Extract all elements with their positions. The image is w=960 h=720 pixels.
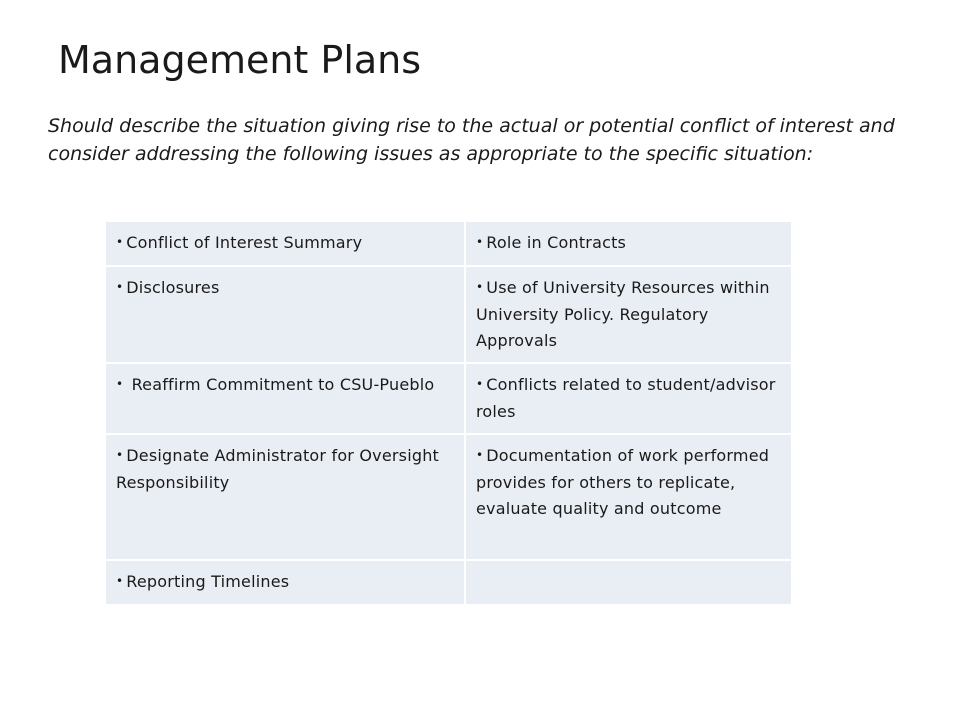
table-row xyxy=(105,266,792,363)
bullet-icon: • xyxy=(476,280,484,294)
slide-title: Management Plans xyxy=(58,38,422,82)
table-cell xyxy=(105,266,465,363)
cell-text: Conflict of Interest Summary xyxy=(126,233,363,252)
cell-text: Disclosures xyxy=(126,278,220,297)
table-cell xyxy=(105,221,465,266)
cell-text: Designate Administrator for Oversight Responsibility xyxy=(116,446,440,492)
bullet-icon: • xyxy=(116,377,124,391)
table-row xyxy=(105,221,792,266)
bullet-icon: • xyxy=(116,574,124,588)
bullet-icon: • xyxy=(476,448,484,462)
cell-text: Use of University Resources within University Policy. Regulatory Approvals xyxy=(476,278,770,350)
table-cell xyxy=(105,363,465,434)
cell-text: Conflicts related to student/advisor roles xyxy=(476,375,776,421)
bullet-icon: • xyxy=(116,448,124,462)
table-cell xyxy=(465,434,792,560)
bullet-icon: • xyxy=(476,377,484,391)
table-row xyxy=(105,363,792,434)
cell-text: Documentation of work performed provides for others to replicate, evaluate quality and outcome xyxy=(476,446,770,518)
table-cell xyxy=(465,221,792,266)
table-cell xyxy=(105,434,465,560)
bullet-icon: • xyxy=(476,235,484,249)
table-row xyxy=(105,560,792,605)
management-plan-table xyxy=(104,220,793,606)
bullet-icon: • xyxy=(116,280,124,294)
cell-text: Role in Contracts xyxy=(486,233,627,252)
cell-text: Reporting Timelines xyxy=(126,572,290,591)
table-cell xyxy=(465,363,792,434)
table-cell-empty xyxy=(465,560,792,605)
table-cell xyxy=(105,560,465,605)
intro-paragraph: Should describe the situation giving rise to the actual or potential conflict of interest and consider addressing the following issues as appropriate to the specific situation: xyxy=(48,115,895,165)
cell-text: Reaffirm Commitment to CSU-Pueblo xyxy=(126,375,435,394)
bullet-icon: • xyxy=(116,235,124,249)
table-cell xyxy=(465,266,792,363)
table-row xyxy=(105,434,792,560)
